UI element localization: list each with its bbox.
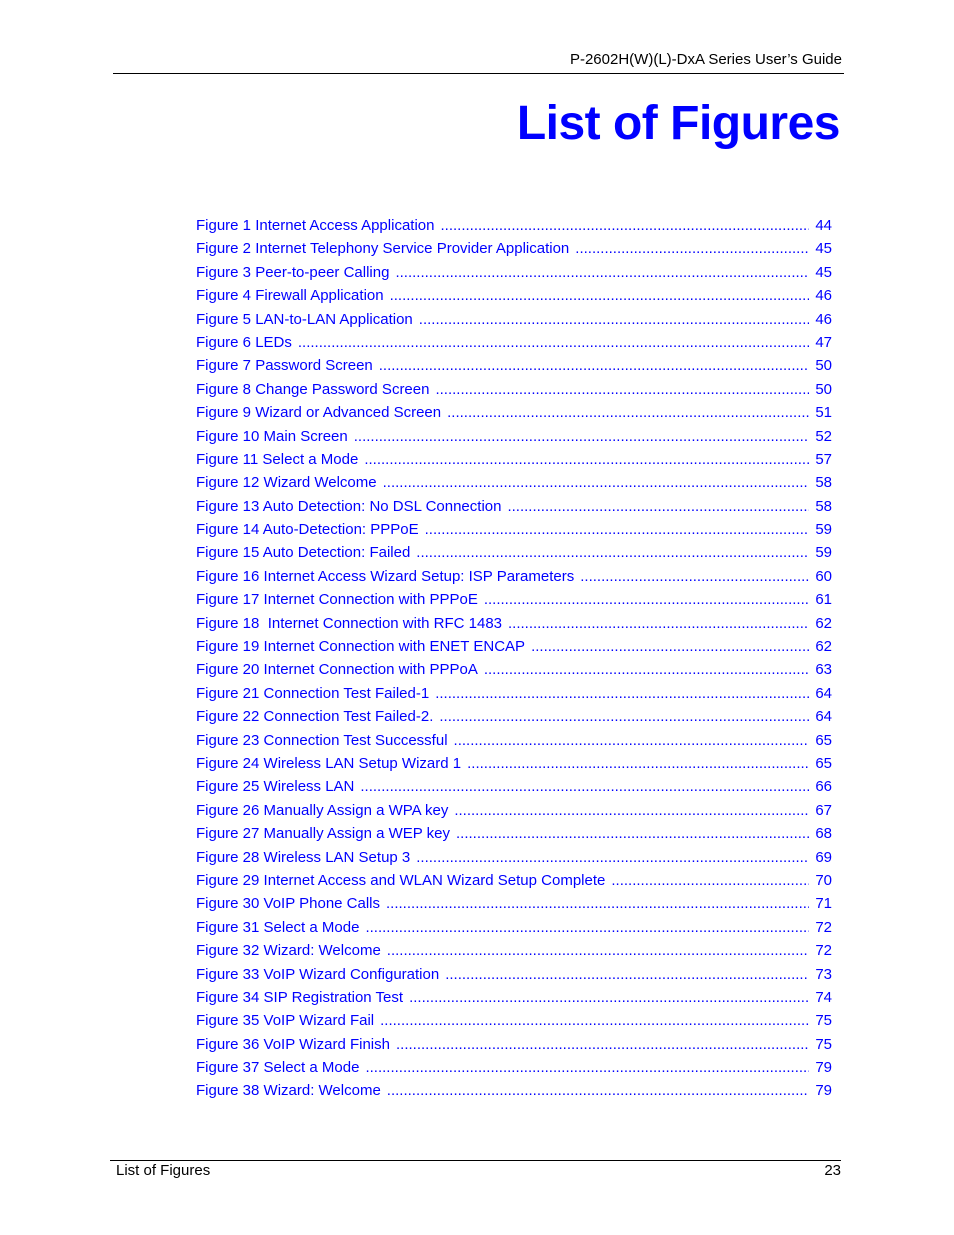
toc-entry[interactable] xyxy=(196,1059,832,1082)
toc-entry-page[interactable]: 69 xyxy=(815,848,832,866)
toc-entry-label[interactable]: Figure 18 Internet Connection with RFC 1483 xyxy=(196,614,502,632)
toc-entry-label[interactable]: Figure 8 Change Password Screen xyxy=(196,380,430,398)
toc-entry[interactable] xyxy=(196,521,832,544)
toc-dot-leader xyxy=(445,966,809,983)
footer-divider xyxy=(110,1160,841,1161)
toc-entry[interactable] xyxy=(196,1012,832,1035)
toc-dot-leader xyxy=(425,521,809,538)
toc-entry-label[interactable]: Figure 38 Wizard: Welcome xyxy=(196,1082,381,1100)
toc-entry[interactable] xyxy=(196,942,832,965)
toc-entry[interactable] xyxy=(196,895,832,918)
toc-entry-label[interactable]: Figure 30 VoIP Phone Calls xyxy=(196,895,381,913)
toc-entry[interactable] xyxy=(196,404,832,427)
toc-entry[interactable] xyxy=(196,989,832,1012)
toc-dot-leader xyxy=(419,311,809,328)
toc-entry-page[interactable]: 45 xyxy=(815,263,832,281)
toc-entry[interactable] xyxy=(196,825,832,848)
toc-entry-page[interactable]: 70 xyxy=(815,871,832,889)
toc-dot-leader xyxy=(383,474,809,491)
toc-entry-page[interactable]: 72 xyxy=(815,942,832,960)
toc-entry-label[interactable]: Figure 9 Wizard or Advanced Screen xyxy=(196,404,442,422)
toc-entry-label[interactable]: Figure 3 Peer-to-peer Calling xyxy=(196,263,390,281)
toc-dot-leader xyxy=(409,989,809,1006)
toc-entry-label[interactable]: Figure 25 Wireless LAN xyxy=(196,778,355,796)
toc-entry-page[interactable]: 65 xyxy=(815,754,832,772)
toc-entry-page[interactable]: 75 xyxy=(815,1035,832,1053)
toc-entry-page[interactable]: 68 xyxy=(815,825,832,843)
toc-dot-leader xyxy=(416,849,809,866)
toc-entry-page[interactable]: 79 xyxy=(815,1059,832,1077)
toc-entry-label[interactable]: Figure 27 Manually Assign a WEP key xyxy=(196,825,451,843)
toc-entry-label[interactable]: Figure 32 Wizard: Welcome xyxy=(196,942,381,960)
toc-entry[interactable] xyxy=(196,872,832,895)
toc-entry-page[interactable]: 47 xyxy=(815,333,832,351)
toc-entry-label[interactable]: Figure 34 SIP Registration Test xyxy=(196,988,404,1006)
toc-entry-page[interactable]: 44 xyxy=(815,217,832,234)
toc-entry[interactable] xyxy=(196,849,832,872)
toc-entry[interactable] xyxy=(196,428,832,451)
toc-dot-leader xyxy=(439,708,809,725)
toc-dot-leader xyxy=(484,661,809,678)
toc-dot-leader xyxy=(365,919,809,936)
toc-entry[interactable] xyxy=(196,451,832,474)
toc-dot-leader xyxy=(365,1059,809,1076)
toc-dot-leader xyxy=(611,872,809,889)
toc-entry-page[interactable]: 67 xyxy=(815,801,832,819)
toc-dot-leader xyxy=(380,1012,809,1029)
toc-entry-page[interactable]: 66 xyxy=(815,778,832,796)
toc-entry-label[interactable]: Figure 14 Auto-Detection: PPPoE xyxy=(196,521,419,539)
toc-dot-leader xyxy=(387,1082,809,1099)
toc-entry-page[interactable]: 64 xyxy=(815,708,832,726)
toc-entry[interactable] xyxy=(196,591,832,614)
toc-dot-leader xyxy=(435,685,809,702)
toc-entry-label[interactable]: Figure 31 Select a Mode xyxy=(196,918,360,936)
toc-entry-label[interactable]: Figure 15 Auto Detection: Failed xyxy=(196,544,411,562)
toc-entry-page[interactable]: 63 xyxy=(815,661,832,679)
toc-entry-label[interactable]: Figure 35 VoIP Wizard Fail xyxy=(196,1012,375,1030)
toc-entry-page[interactable]: 73 xyxy=(815,965,832,983)
toc-entry-page[interactable]: 61 xyxy=(815,591,832,609)
toc-dot-leader xyxy=(454,732,809,749)
toc-entry-page[interactable]: 59 xyxy=(815,521,832,539)
toc-entry[interactable] xyxy=(196,217,832,240)
toc-entry-label[interactable]: Figure 11 Select a Mode xyxy=(196,450,359,468)
toc-entry-page[interactable]: 64 xyxy=(815,684,832,702)
toc-dot-leader xyxy=(416,544,809,561)
toc-entry-label[interactable]: Figure 29 Internet Access and WLAN Wizard Setup Complete xyxy=(196,871,606,889)
toc-entry-page[interactable]: 58 xyxy=(815,497,832,515)
toc-entry[interactable] xyxy=(196,919,832,942)
toc-dot-leader xyxy=(456,825,809,842)
toc-entry[interactable] xyxy=(196,732,832,755)
toc-entry-label[interactable]: Figure 33 VoIP Wizard Configuration xyxy=(196,965,440,983)
toc-entry-label[interactable]: Figure 24 Wireless LAN Setup Wizard 1 xyxy=(196,754,462,772)
toc-entry[interactable] xyxy=(196,240,832,263)
toc-entry[interactable] xyxy=(196,638,832,661)
toc-dot-leader xyxy=(580,568,809,585)
toc-dot-leader xyxy=(379,357,809,374)
page-title: List of Figures xyxy=(516,97,840,150)
toc-entry-label[interactable]: Figure 17 Internet Connection with PPPoE xyxy=(196,591,478,609)
toc-entry-page[interactable]: 62 xyxy=(815,638,832,656)
toc-entry-label[interactable]: Figure 16 Internet Access Wizard Setup: ISP Parameters xyxy=(196,567,575,585)
toc-dot-leader xyxy=(360,778,809,795)
toc-entry-label[interactable]: Figure 36 VoIP Wizard Finish xyxy=(196,1035,390,1053)
toc-entry-page[interactable]: 58 xyxy=(815,474,832,492)
toc-entry-page[interactable]: 65 xyxy=(815,731,832,749)
figure-list xyxy=(196,217,832,1106)
toc-entry[interactable] xyxy=(196,708,832,731)
toc-entry[interactable] xyxy=(196,685,832,708)
toc-dot-leader xyxy=(531,638,809,655)
toc-dot-leader xyxy=(575,240,809,257)
toc-entry-label[interactable]: Figure 23 Connection Test Successful xyxy=(196,731,448,749)
toc-dot-leader xyxy=(390,287,809,304)
toc-entry-page[interactable]: 79 xyxy=(815,1082,832,1100)
toc-entry-page[interactable]: 45 xyxy=(815,240,832,258)
toc-entry[interactable] xyxy=(196,1082,832,1105)
toc-entry[interactable] xyxy=(196,287,832,310)
toc-dot-leader xyxy=(454,802,809,819)
toc-entry[interactable] xyxy=(196,381,832,404)
toc-entry[interactable] xyxy=(196,661,832,684)
toc-entry-label[interactable]: Figure 5 LAN-to-LAN Application xyxy=(196,310,413,328)
toc-entry-page[interactable]: 52 xyxy=(815,427,832,445)
toc-entry[interactable] xyxy=(196,802,832,825)
toc-entry-label[interactable]: Figure 6 LEDs xyxy=(196,333,292,351)
toc-dot-leader xyxy=(484,591,809,608)
toc-dot-leader xyxy=(298,334,809,351)
toc-entry-label[interactable]: Figure 22 Connection Test Failed-2. xyxy=(196,708,434,726)
toc-entry-label[interactable]: Figure 21 Connection Test Failed-1 xyxy=(196,684,430,702)
toc-dot-leader xyxy=(507,498,809,515)
toc-dot-leader xyxy=(364,451,809,468)
footer-page-number: 23 xyxy=(824,1162,841,1179)
toc-dot-leader xyxy=(435,381,809,398)
toc-dot-leader xyxy=(508,615,809,632)
toc-entry-page[interactable]: 75 xyxy=(815,1012,832,1030)
toc-entry[interactable] xyxy=(196,1036,832,1059)
toc-entry-label[interactable]: Figure 7 Password Screen xyxy=(196,357,373,375)
toc-entry-label[interactable]: Figure 37 Select a Mode xyxy=(196,1059,360,1077)
toc-dot-leader xyxy=(386,895,809,912)
toc-entry-label[interactable]: Figure 13 Auto Detection: No DSL Connection xyxy=(196,497,502,515)
toc-entry-page[interactable]: 50 xyxy=(815,380,832,398)
toc-entry[interactable] xyxy=(196,264,832,287)
toc-entry-page[interactable]: 60 xyxy=(815,567,832,585)
toc-entry[interactable] xyxy=(196,474,832,497)
header-divider xyxy=(113,73,844,74)
toc-entry-page[interactable]: 50 xyxy=(815,357,832,375)
toc-entry[interactable] xyxy=(196,311,832,334)
toc-entry-label[interactable]: Figure 20 Internet Connection with PPPoA xyxy=(196,661,478,679)
toc-entry[interactable] xyxy=(196,357,832,380)
toc-entry-page[interactable]: 59 xyxy=(815,544,832,562)
toc-entry[interactable] xyxy=(196,334,832,357)
toc-entry-label[interactable]: Figure 28 Wireless LAN Setup 3 xyxy=(196,848,411,866)
toc-entry-label[interactable]: Figure 26 Manually Assign a WPA key xyxy=(196,801,449,819)
toc-entry[interactable] xyxy=(196,778,832,801)
toc-entry-label[interactable]: Figure 10 Main Screen xyxy=(196,427,348,445)
toc-entry-page[interactable]: 46 xyxy=(815,287,832,305)
toc-entry-label[interactable]: Figure 4 Firewall Application xyxy=(196,287,384,305)
toc-entry[interactable] xyxy=(196,568,832,591)
toc-dot-leader xyxy=(396,1036,809,1053)
toc-entry-page[interactable]: 71 xyxy=(815,895,832,913)
toc-entry-page[interactable]: 51 xyxy=(815,404,832,422)
toc-entry-label[interactable]: Figure 19 Internet Connection with ENET ENCAP xyxy=(196,638,526,656)
toc-entry-page[interactable]: 62 xyxy=(815,614,832,632)
toc-dot-leader xyxy=(395,264,809,281)
toc-entry-page[interactable]: 57 xyxy=(815,450,832,468)
toc-entry[interactable] xyxy=(196,615,832,638)
toc-entry-page[interactable]: 72 xyxy=(815,918,832,936)
toc-entry-page[interactable]: 74 xyxy=(815,988,832,1006)
toc-entry[interactable] xyxy=(196,544,832,567)
toc-dot-leader xyxy=(467,755,809,772)
toc-dot-leader xyxy=(440,217,809,234)
toc-entry-page[interactable]: 46 xyxy=(815,310,832,328)
toc-entry[interactable] xyxy=(196,966,832,989)
toc-dot-leader xyxy=(387,942,809,959)
toc-dot-leader xyxy=(354,428,809,445)
toc-entry-label[interactable]: Figure 2 Internet Telephony Service Provider Application xyxy=(196,240,570,258)
footer-section-title: List of Figures xyxy=(116,1162,211,1179)
toc-entry-label[interactable]: Figure 12 Wizard Welcome xyxy=(196,474,377,492)
toc-entry-label[interactable]: Figure 1 Internet Access Application xyxy=(196,217,435,234)
toc-entry[interactable] xyxy=(196,498,832,521)
toc-dot-leader xyxy=(447,404,809,421)
running-header: P-2602H(W)(L)-DxA Series User’s Guide xyxy=(569,51,842,68)
toc-entry[interactable] xyxy=(196,755,832,778)
